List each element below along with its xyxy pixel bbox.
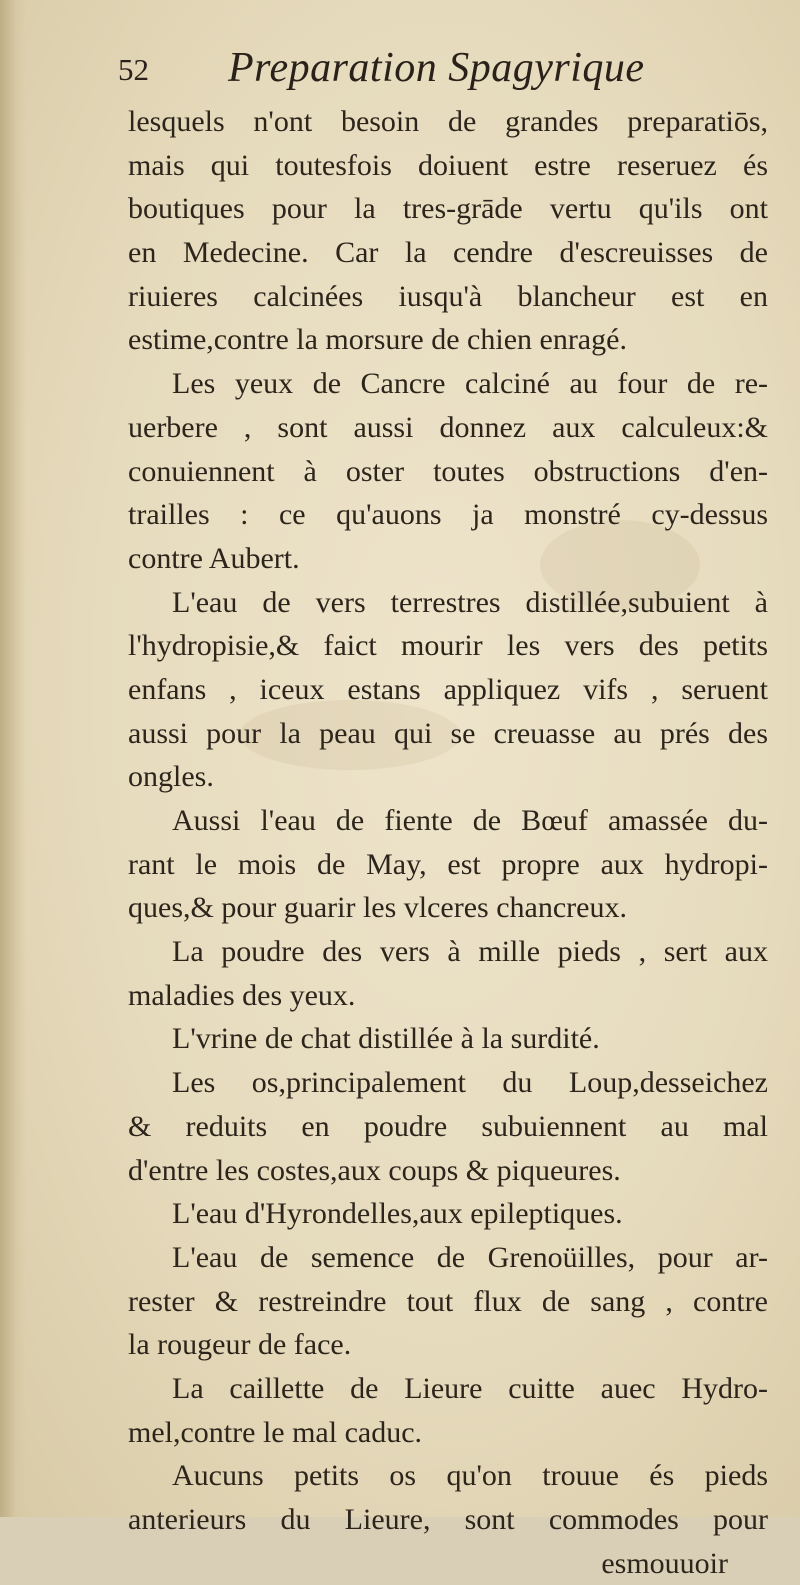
- text-line: la rougeur de face.: [128, 1328, 352, 1362]
- text-line: La poudre des vers à mille pieds , sert aux: [172, 935, 768, 969]
- text-line: L'eau de vers terrestres distillée,subuient à: [172, 585, 768, 619]
- text-line: L'eau de semence de Grenoüilles, pour ar-: [172, 1240, 768, 1274]
- text-line: l'hydropisie,& faict mourir les vers des petits: [128, 629, 768, 663]
- text-line: conuiennent à oster toutes obstructions d'en-: [128, 454, 768, 488]
- text-line: mais qui toutesfois doiuent estre reseruez és: [128, 148, 768, 182]
- text-line: Les os,principalement du Loup,desseichez: [172, 1066, 768, 1100]
- text-line: trailles : ce qu'auons ja monstré cy-dessus: [128, 498, 768, 532]
- text-line: maladies des yeux.: [128, 978, 356, 1012]
- text-line: La caillette de Lieure cuitte auec Hydro-: [172, 1371, 768, 1405]
- text-line: estime,contre la morsure de chien enragé.: [128, 323, 627, 357]
- catchword: esmouuoir: [601, 1546, 728, 1580]
- text-line: Aucuns petits os qu'on trouue és pieds: [172, 1459, 768, 1493]
- text-line: aussi pour la peau qui se creuasse au prés des: [128, 716, 768, 750]
- text-line: ongles.: [128, 760, 214, 794]
- text-line: ques,& pour guarir les vlceres chancreux.: [128, 891, 627, 925]
- text-line: mel,contre le mal caduc.: [128, 1415, 423, 1449]
- text-line: boutiques pour la tres-grāde vertu qu'ils ont: [128, 192, 768, 226]
- text-line: d'entre les costes,aux coups & piqueures.: [128, 1153, 621, 1187]
- text-line: lesquels n'ont besoin de grandes preparatiōs,: [128, 105, 768, 138]
- text-line: Les yeux de Cancre calciné au four de re-: [172, 367, 768, 401]
- page-number: 52: [118, 52, 149, 87]
- text-line: contre Aubert.: [128, 541, 300, 575]
- running-head: [118, 44, 758, 104]
- text-line: L'vrine de chat distillée à la surdité.: [172, 1022, 600, 1056]
- text-line: Aussi l'eau de fiente de Bœuf amassée du-: [172, 804, 768, 837]
- text-line: enfans , iceux estans appliquez vifs , seruent: [128, 672, 768, 706]
- body-text: [128, 100, 768, 1585]
- text-line: rant le mois de May, est propre aux hydropi-: [128, 847, 768, 881]
- page-edge-shadow: [0, 0, 26, 1517]
- text-line: en Medecine. Car la cendre d'escreuisses de: [128, 236, 768, 270]
- text-line: L'eau d'Hyrondelles,aux epileptiques.: [172, 1197, 623, 1231]
- running-title: Preparation Spagyrique: [228, 45, 645, 91]
- text-line: uerbere , sont aussi donnez aux calculeux:&: [128, 410, 768, 444]
- text-line: riuieres calcinées iusqu'à blancheur est en: [128, 279, 768, 313]
- text-line: & reduits en poudre subuiennent au mal: [128, 1109, 768, 1143]
- text-line: rester & restreindre tout flux de sang , contre: [128, 1284, 768, 1318]
- text-line: anterieurs du Lieure, sont commodes pour: [128, 1503, 768, 1536]
